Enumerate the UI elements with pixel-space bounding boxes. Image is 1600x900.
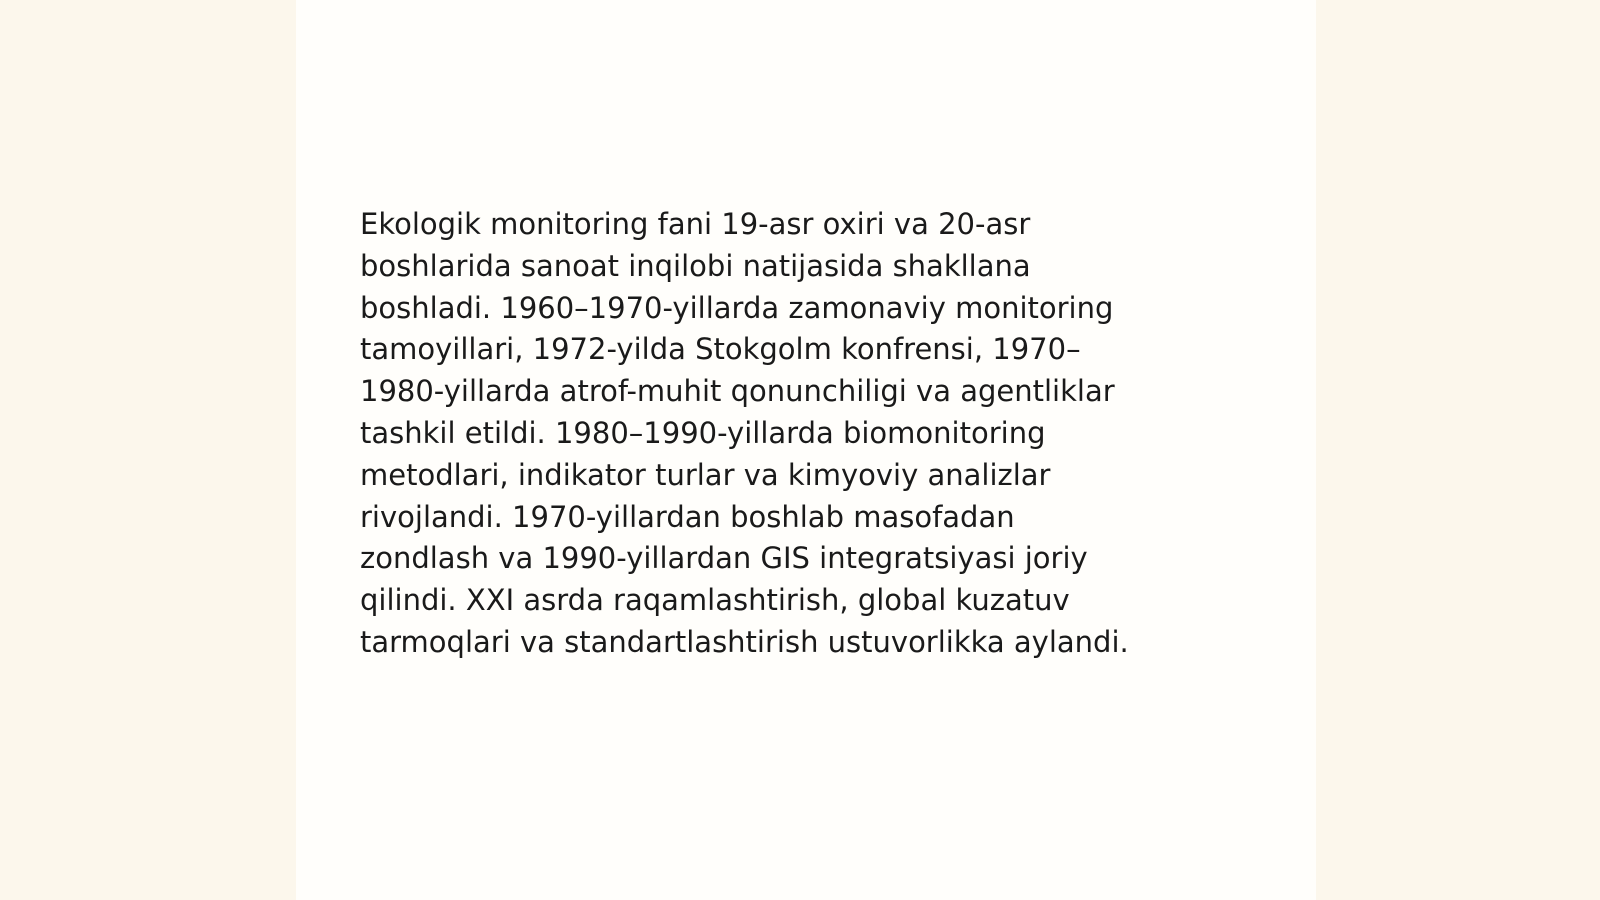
text-line: 1980-yillarda atrof-muhit qonunchiligi va agentliklar [360, 374, 1115, 409]
text-line: metodlari, indikator turlar va kimyoviy analizlar [360, 457, 1051, 492]
text-line: boshlarida sanoat inqilobi natijasida shakllana [360, 248, 1031, 283]
text-line: tarmoqlari va standartlashtirish ustuvorlikka aylandi. [360, 624, 1129, 659]
text-line: zondlash va 1990-yillardan GIS integratsiyasi joriy [360, 541, 1088, 576]
text-line: boshladi. 1960–1970-yillarda zamonaviy monitoring [360, 290, 1114, 325]
text-line: Ekologik monitoring fani 19-asr oxiri va 20-asr [360, 207, 1031, 241]
slide-body-text [360, 204, 1240, 664]
text-line: tamoyillari, 1972-yilda Stokgolm konfrensi, 1970– [360, 332, 1081, 367]
text-line: qilindi. XXI asrda raqamlashtirish, global kuzatuv [360, 583, 1070, 618]
text-line: rivojlandi. 1970-yillardan boshlab masofadan [360, 499, 1015, 534]
slide-page [296, 0, 1316, 900]
text-line: tashkil etildi. 1980–1990-yillarda biomonitoring [360, 415, 1046, 450]
